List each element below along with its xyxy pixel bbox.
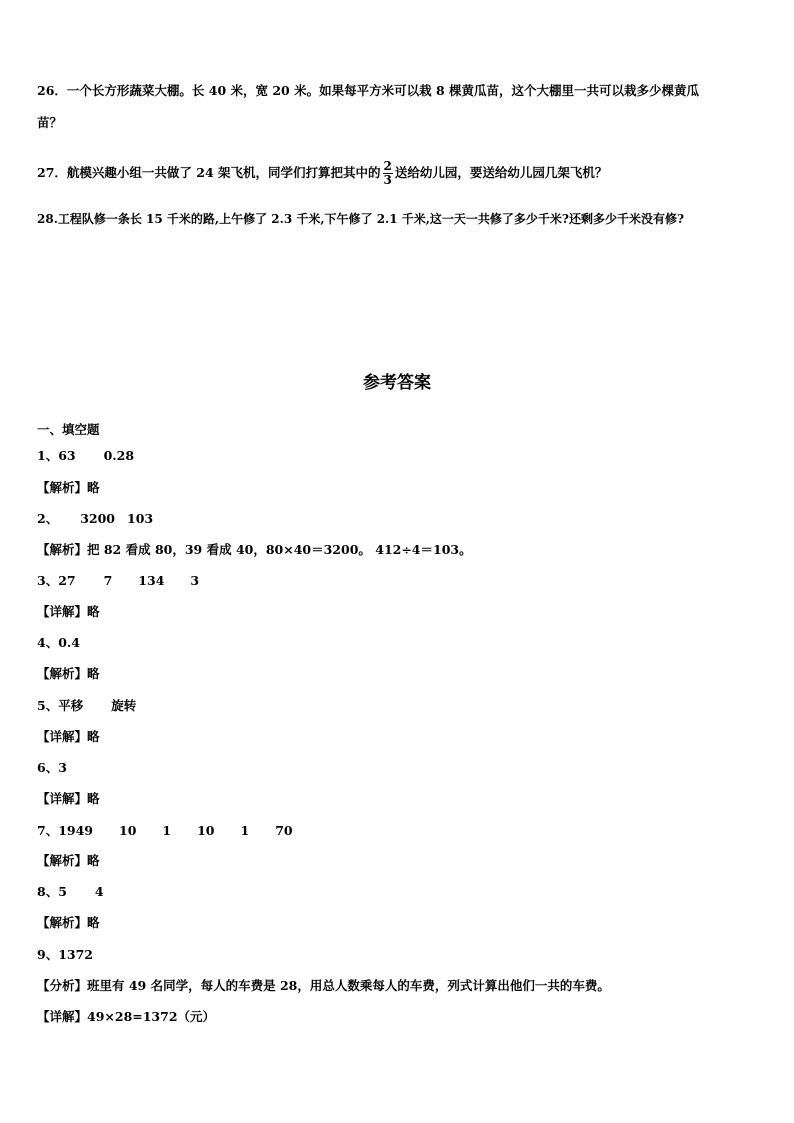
answer-number: 3、27 bbox=[37, 573, 76, 588]
answer-value: 旋转 bbox=[111, 698, 137, 713]
section-heading: 一、填空题 bbox=[37, 422, 100, 437]
answers-title: 参考答案 bbox=[363, 373, 431, 393]
question-28: 28.工程队修一条长 15 千米的路,上午修了 2.3 千米,下午修了 2.1 千米,这一天一共修了多少千米?还剩多少千米没有修? bbox=[37, 212, 684, 226]
answer-value: 3 bbox=[190, 573, 200, 588]
answer-value: 7 bbox=[103, 573, 113, 588]
answer-5 bbox=[37, 697, 136, 715]
answer-note: 【详解】略 bbox=[37, 791, 100, 806]
answer-note: 【详解】略 bbox=[37, 729, 100, 744]
answer-4: 4、0.4 bbox=[37, 635, 80, 650]
question-27-text-before: 27．航模兴趣小组一共做了 24 架飞机，同学们打算把其中的 bbox=[37, 165, 381, 180]
answer-1 bbox=[37, 447, 134, 465]
answer-note: 【解析】略 bbox=[37, 480, 100, 495]
question-26-line1: 26．一个长方形蔬菜大棚。长 40 米，宽 20 米。如果每平方米可以栽 8 棵黄瓜苗，这个大棚里一共可以栽多少棵黄瓜 bbox=[37, 83, 699, 98]
fraction bbox=[383, 160, 393, 187]
answer-2 bbox=[37, 510, 153, 528]
answer-8 bbox=[37, 883, 104, 901]
detail-note: 【详解】49×28=1372（元） bbox=[37, 1009, 216, 1024]
answer-3 bbox=[37, 572, 199, 590]
answer-value: 134 bbox=[138, 573, 165, 588]
analysis-note: 【分析】班里有 49 名同学，每人的车费是 28，用总人数乘每人的车费，列式计算出他们一共的车费。 bbox=[37, 978, 610, 993]
answer-7 bbox=[37, 822, 293, 840]
answer-value: 10 bbox=[197, 823, 215, 838]
answer-value: 4 bbox=[94, 884, 104, 899]
answer-value: 103 bbox=[127, 511, 154, 526]
answer-note: 【解析】略 bbox=[37, 853, 100, 868]
answer-9: 9、1372 bbox=[37, 947, 93, 962]
answer-number: 8、5 bbox=[37, 884, 67, 899]
answer-value: 70 bbox=[275, 823, 293, 838]
fraction-numerator: 2 bbox=[383, 159, 392, 173]
question-26-line2: 苗？ bbox=[37, 115, 63, 130]
answer-value: 1 bbox=[240, 823, 250, 838]
answer-number: 1、63 bbox=[37, 448, 76, 463]
answer-6: 6、3 bbox=[37, 760, 67, 775]
answer-value: 1 bbox=[162, 823, 172, 838]
answer-number: 7、1949 bbox=[37, 823, 93, 838]
fraction-denominator: 3 bbox=[383, 173, 392, 187]
answer-value: 0.28 bbox=[103, 448, 135, 463]
question-27-text-after: 送给幼儿园，要送给幼儿园几架飞机？ bbox=[394, 165, 608, 180]
answer-note: 【解析】略 bbox=[37, 666, 100, 681]
answer-value: 10 bbox=[119, 823, 137, 838]
answer-note: 【详解】略 bbox=[37, 604, 100, 619]
answer-number: 2、 bbox=[37, 511, 59, 526]
question-27 bbox=[37, 160, 607, 187]
answer-number: 5、平移 bbox=[37, 698, 84, 713]
answer-value: 3200 bbox=[80, 511, 115, 526]
answer-note: 【解析】把 82 看成 80，39 看成 40，80×40＝3200。 412÷4＝103。 bbox=[37, 542, 472, 557]
answer-note: 【解析】略 bbox=[37, 915, 100, 930]
